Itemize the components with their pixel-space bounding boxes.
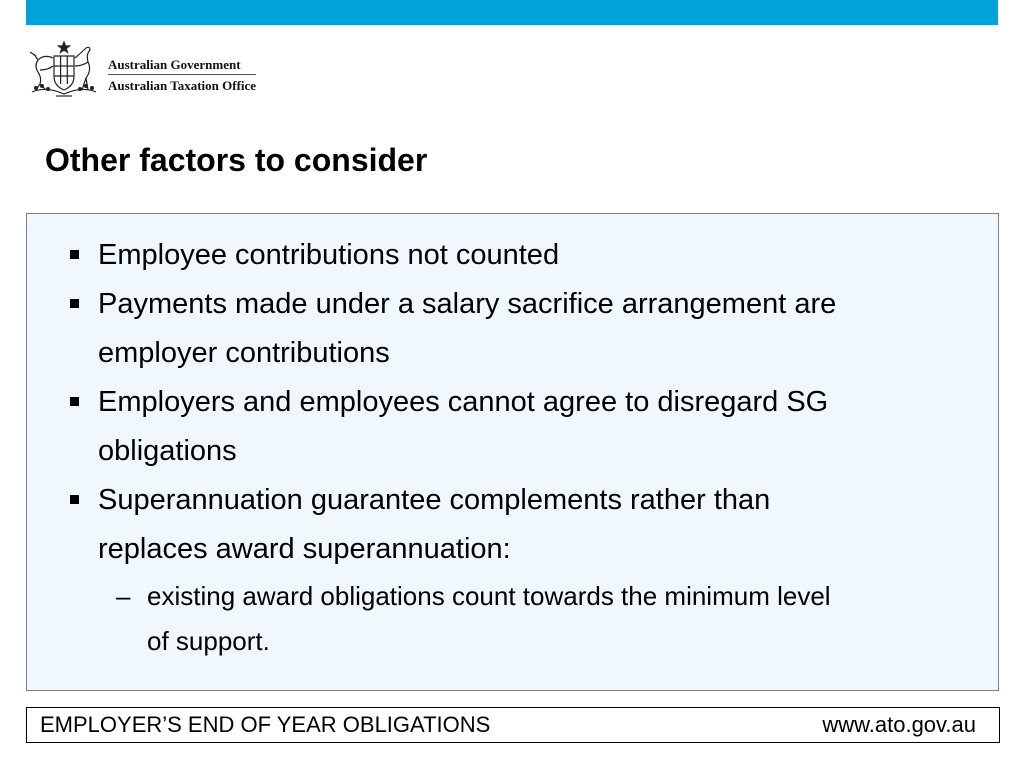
footer-title: EMPLOYER’S END OF YEAR OBLIGATIONS xyxy=(40,712,491,737)
sub-bullet-item xyxy=(70,574,970,664)
square-bullet-icon xyxy=(70,299,79,308)
logo-wordmark xyxy=(108,57,256,93)
footer-website-link[interactable]: www.ato.gov.au xyxy=(822,712,976,737)
bullet-list xyxy=(70,231,970,664)
logo-government-text: Australian Government xyxy=(108,57,241,72)
coat-of-arms-icon xyxy=(26,40,102,100)
bullet-item xyxy=(70,231,970,280)
square-bullet-icon xyxy=(70,495,79,504)
square-bullet-icon xyxy=(70,397,79,406)
bullet-text-line: Employee contributions not counted xyxy=(98,239,560,271)
top-accent-bar xyxy=(26,0,998,25)
bullet-text-line: replaces award superannuation: xyxy=(98,533,511,565)
bullet-text-line: obligations xyxy=(98,435,237,467)
logo-ato-text: Australian Taxation Office xyxy=(108,78,257,93)
sub-bullet-text-line: existing award obligations count towards the minimum level xyxy=(147,581,831,611)
bullet-text-line: Payments made under a salary sacrifice arrangement are xyxy=(98,288,837,320)
bullet-text-line: Superannuation guarantee complements rather than xyxy=(98,484,771,516)
ato-logo xyxy=(26,40,266,102)
bullet-text-line: employer contributions xyxy=(98,337,390,369)
bullet-item xyxy=(70,476,970,574)
sub-bullet-text-line: of support. xyxy=(147,626,270,656)
bullet-item xyxy=(70,378,970,476)
dash-bullet-marker: – xyxy=(116,581,131,611)
logo-divider xyxy=(108,74,256,75)
footer-bar xyxy=(26,707,1000,743)
slide-title: Other factors to consider xyxy=(45,142,428,178)
square-bullet-icon xyxy=(70,250,79,259)
bullet-text-line: Employers and employees cannot agree to disregard SG xyxy=(98,386,829,418)
bullet-item xyxy=(70,280,970,378)
